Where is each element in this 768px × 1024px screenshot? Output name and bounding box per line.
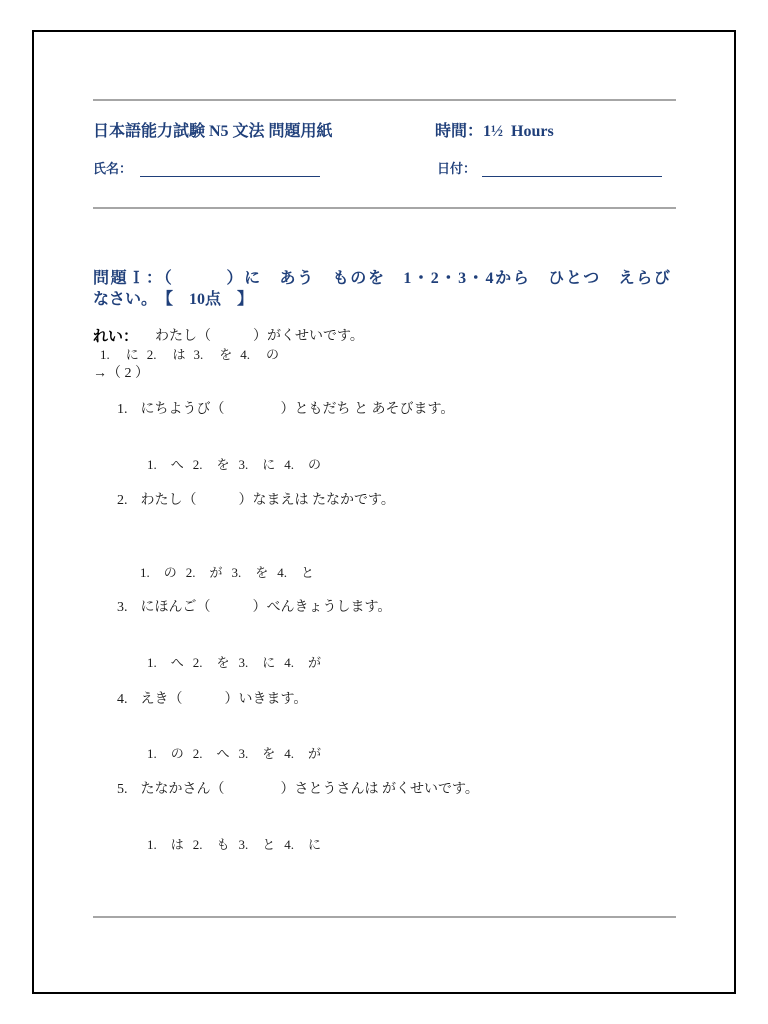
section-heading-line-2: なさい。 【 10点 】 <box>93 291 254 308</box>
option <box>147 347 186 363</box>
option-number: 2. <box>146 347 157 362</box>
option-text: を <box>219 347 233 362</box>
header-bottom-rule <box>93 207 676 209</box>
option-number: 4. <box>284 746 295 761</box>
option-text: を <box>255 565 269 580</box>
question-2 <box>117 493 395 510</box>
footer-rule <box>93 916 676 918</box>
option <box>147 655 184 671</box>
option-text: に <box>262 655 276 670</box>
option-number: 1. <box>147 746 157 761</box>
question-5-options <box>147 837 321 853</box>
question-sentence: にほんご（ ）べんきょうします。 <box>140 600 392 615</box>
question-sentence: えき（ ）いきます。 <box>140 692 308 707</box>
option-text: を <box>216 457 230 472</box>
question-1 <box>117 402 454 419</box>
option <box>193 457 230 473</box>
option-text: に <box>125 347 139 362</box>
option-number: 4. <box>284 457 295 472</box>
example-label: れい： <box>93 329 139 345</box>
option <box>239 655 276 671</box>
option-text: へ <box>216 746 230 761</box>
option-text: へ <box>170 457 184 472</box>
option-text: の <box>266 347 280 362</box>
example-sentence: わたし（ ）がくせいです。 <box>155 329 364 344</box>
option-text: に <box>262 457 276 472</box>
option <box>240 347 279 363</box>
example-options <box>100 347 287 363</box>
option-text: に <box>308 837 322 852</box>
option <box>277 565 314 581</box>
name-blank-line <box>140 176 320 177</box>
page-border <box>32 30 736 994</box>
option-text: が <box>308 746 322 761</box>
option-text: が <box>209 565 223 580</box>
question-5 <box>117 782 479 799</box>
option-number: 3. <box>231 565 242 580</box>
option-text: へ <box>170 655 184 670</box>
question-4-options <box>147 746 321 762</box>
question-sentence: たなかさん（ ）さとうさんは がくせいです。 <box>140 782 479 797</box>
option-text: は <box>170 837 184 852</box>
option-number: 4. <box>277 565 288 580</box>
option <box>140 565 177 581</box>
time-allowed: 時間：1½ Hours <box>435 123 554 140</box>
option <box>193 746 230 762</box>
option <box>147 746 184 762</box>
option-text: と <box>301 565 315 580</box>
question-number: 2. <box>117 493 128 508</box>
option <box>284 837 321 853</box>
question-number: 4. <box>117 692 128 707</box>
option <box>284 655 321 671</box>
option <box>186 565 223 581</box>
option-text: と <box>262 837 276 852</box>
option-number: 3. <box>193 347 204 362</box>
option-number: 1. <box>147 457 157 472</box>
option-number: 2. <box>192 655 203 670</box>
option <box>147 457 184 473</box>
option <box>284 457 321 473</box>
option <box>239 837 276 853</box>
option-number: 4. <box>284 837 295 852</box>
option-text: の <box>308 457 322 472</box>
question-number: 5. <box>117 782 128 797</box>
option <box>194 347 233 363</box>
option <box>100 347 139 363</box>
header-top-rule <box>93 99 676 101</box>
question-4 <box>117 692 307 709</box>
option <box>284 746 321 762</box>
option-number: 2. <box>185 565 196 580</box>
option-number: 4. <box>284 655 295 670</box>
example-answer: →（ 2 ） <box>93 366 149 381</box>
date-blank-line <box>482 176 662 177</box>
option-text: の <box>163 565 177 580</box>
option-text: も <box>216 837 230 852</box>
option <box>239 746 276 762</box>
date-label: 日付： <box>437 161 477 176</box>
question-3-options <box>147 655 321 671</box>
option-number: 4. <box>240 347 251 362</box>
option-number: 1. <box>100 347 110 362</box>
option-number: 2. <box>192 457 203 472</box>
option-number: 1. <box>147 837 157 852</box>
name-label: 氏名： <box>93 161 133 176</box>
option <box>193 837 230 853</box>
option-number: 2. <box>192 746 203 761</box>
option-text: は <box>172 347 186 362</box>
option-text: を <box>216 655 230 670</box>
option <box>232 565 269 581</box>
section-heading-line-1: 問題Ｉ：（ ）に あう ものを 1・2・3・4から ひとつ えらび <box>93 270 670 287</box>
option-number: 3. <box>238 655 249 670</box>
option-number: 1. <box>140 565 150 580</box>
option <box>147 837 184 853</box>
option-text: が <box>308 655 322 670</box>
paper-title: 日本語能力試験 N5 文法 問題用紙 <box>93 123 333 140</box>
option-number: 2. <box>192 837 203 852</box>
question-1-options <box>147 457 321 473</box>
option-text: の <box>170 746 184 761</box>
option-number: 1. <box>147 655 157 670</box>
question-sentence: にちようび（ ）ともだち と あそびます。 <box>140 402 455 417</box>
question-number: 1. <box>117 402 128 417</box>
question-number: 3. <box>117 600 128 615</box>
option-number: 3. <box>238 837 249 852</box>
option <box>239 457 276 473</box>
option-text: を <box>262 746 276 761</box>
question-sentence: わたし（ ）なまえは たなかです。 <box>140 493 395 508</box>
option-number: 3. <box>238 746 249 761</box>
option-number: 3. <box>238 457 249 472</box>
option <box>193 655 230 671</box>
question-3 <box>117 600 391 617</box>
question-2-options <box>140 565 314 581</box>
